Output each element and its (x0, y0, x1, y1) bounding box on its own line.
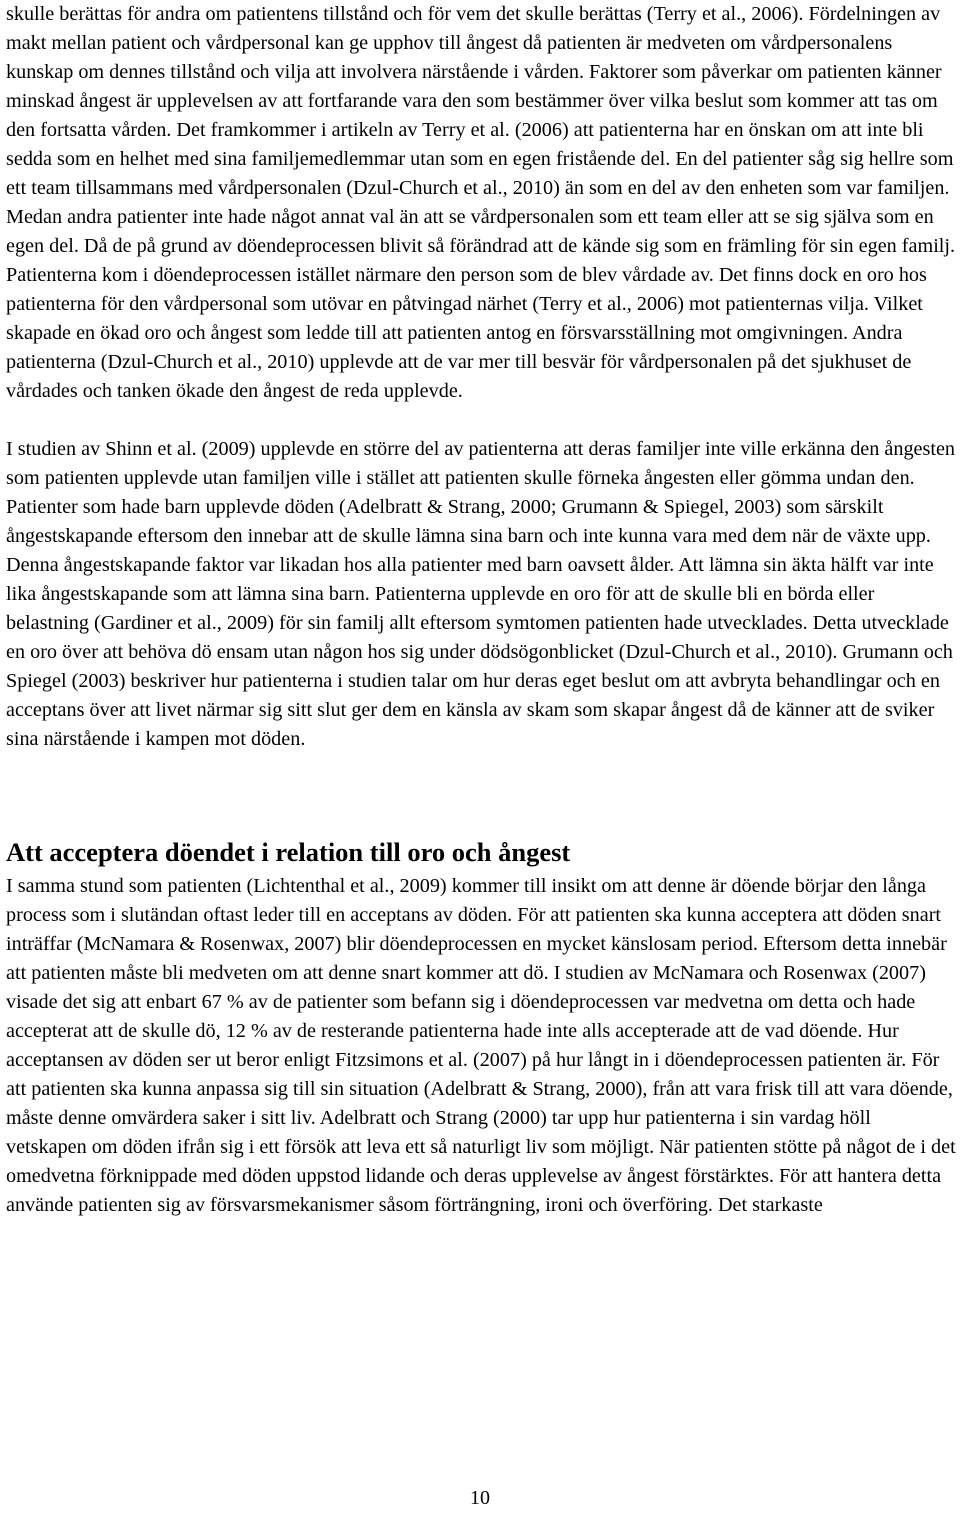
body-paragraph: I studien av Shinn et al. (2009) upplevde en större del av patienterna att deras familjer inte ville erkänna den ångesten som patienten upplevde utan familjen ville i stället att patienten skulle förneka ångesten eller gömma undan den. Patienter som hade barn upplevde döden (Adelbratt & Strang, 2000; Grumann & Spiegel, 2003) som särskilt ångestskapande eftersom den innebar att de skulle lämna sina barn och inte kunna vara med dem när de växte upp. Denna ångestskapande faktor var likadan hos alla patienter med barn oavsett ålder. Att lämna sin äkta hälft var inte lika ångestskapande som att lämna sina barn. Patienterna upplevde en oro för att de skulle bli en börda eller belastning (Gardiner et al., 2009) för sin familj allt eftersom symtomen patienten hade utvecklades. Detta utvecklade en oro över att behöva dö ensam utan någon hos sig under dödsögonblicket (Dzul-Church et al., 2010). Grumann och Spiegel (2003) beskriver hur patienterna i studien talar om hur deras eget beslut om att avbryta behandlingar och en acceptans över att livet närmar sig sitt slut ger dem en känsla av skam som skapar ångest då de känner att de sviker sina närstående i kampen mot döden. (6, 438, 956, 750)
section-body-paragraph: I samma stund som patienten (Lichtenthal et al., 2009) kommer till insikt om att denne är döende börjar den långa process som i slutändan oftast leder till en acceptans av döden. För att patienten ska kunna acceptera att döden snart inträffar (McNamara & Rosenwax, 2007) blir döendeprocessen en mycket känslosam period. Eftersom detta innebär att patienten måste bli medveten om att denne snart kommer att dö. I studien av McNamara och Rosenwax (2007) visade det sig att enbart 67 % av de patienter som befann sig i döendeprocessen var medvetna om detta och hade accepterat att de skulle dö, 12 % av de resterande patienterna hade inte alls accepterade att de vad döende. Hur acceptansen av döden ser ut beror enligt Fitzsimons et al. (2007) på hur långt in i döendeprocessen patienten är. För att patienten ska kunna anpassa sig till sin situation (Adelbratt & Strang, 2000), från att vara frisk till att vara döende, måste denne omvärdera saker i sitt liv. Adelbratt och Strang (2000) tar upp hur patienterna i sin vardag höll vetskapen om döden ifrån sig i ett försök att leva ett så naturligt liv som möjligt. När patienten stötte på något de i det omedvetna förknippade med döden uppstod lidande och deras upplevelse av ångest förstärktes. För att hantera detta använde patienten sig av försvarsmekanismer såsom förträngning, ironi och överföring. Det starkaste (6, 875, 956, 1216)
section-heading: Att acceptera döendet i relation till oro och ångest (6, 837, 571, 867)
body-paragraph: skulle berättas för andra om patientens tillstånd och för vem det skulle berättas (Terry et al., 2006). Fördelningen av makt mellan patient och vårdpersonal kan ge upphov till ångest då patienten är medveten om vårdpersonalens kunskap om dennes tillstånd och vilja att involvera närstående i vården. Faktorer som påverkar om patienten känner minskad ångest är upplevelsen av att fortfarande vara den som bestämmer över vilka beslut som kommer att tas om den fortsatta vården. Det framkommer i artikeln av Terry et al. (2006) att patienterna har en önskan om att inte bli sedda som en helhet med sina familjemedlemmar utan som en egen fristående del. En del patienter såg sig hellre som ett team tillsammans med vårdpersonalen (Dzul-Church et al., 2010) än som en del av den enheten som var familjen. Medan andra patienter inte hade något annat val än att se vårdpersonalen som ett team eller att se sig själva som en egen del. Då de på grund av döendeprocessen blivit så förändrad att de kände sig som en främling för sin egen familj. Patienterna kom i döendeprocessen istället närmare den person som de blev vårdade av. Det finns dock en oro hos patienterna för den vårdpersonal som utövar en påtvingad närhet (Terry et al., 2006) mot patienternas vilja. Vilket skapade en ökad oro och ångest som ledde till att patienten antog en försvarsställning mot omgivningen. Andra patienterna (Dzul-Church et al., 2010) upplevde att de var mer till besvär för vårdpersonalen på det sjukhuset de vårdades och tanken ökade den ångest de reda upplevde. (6, 3, 956, 402)
document-page (6, 0, 956, 1220)
page-number: 10 (470, 1487, 490, 1509)
